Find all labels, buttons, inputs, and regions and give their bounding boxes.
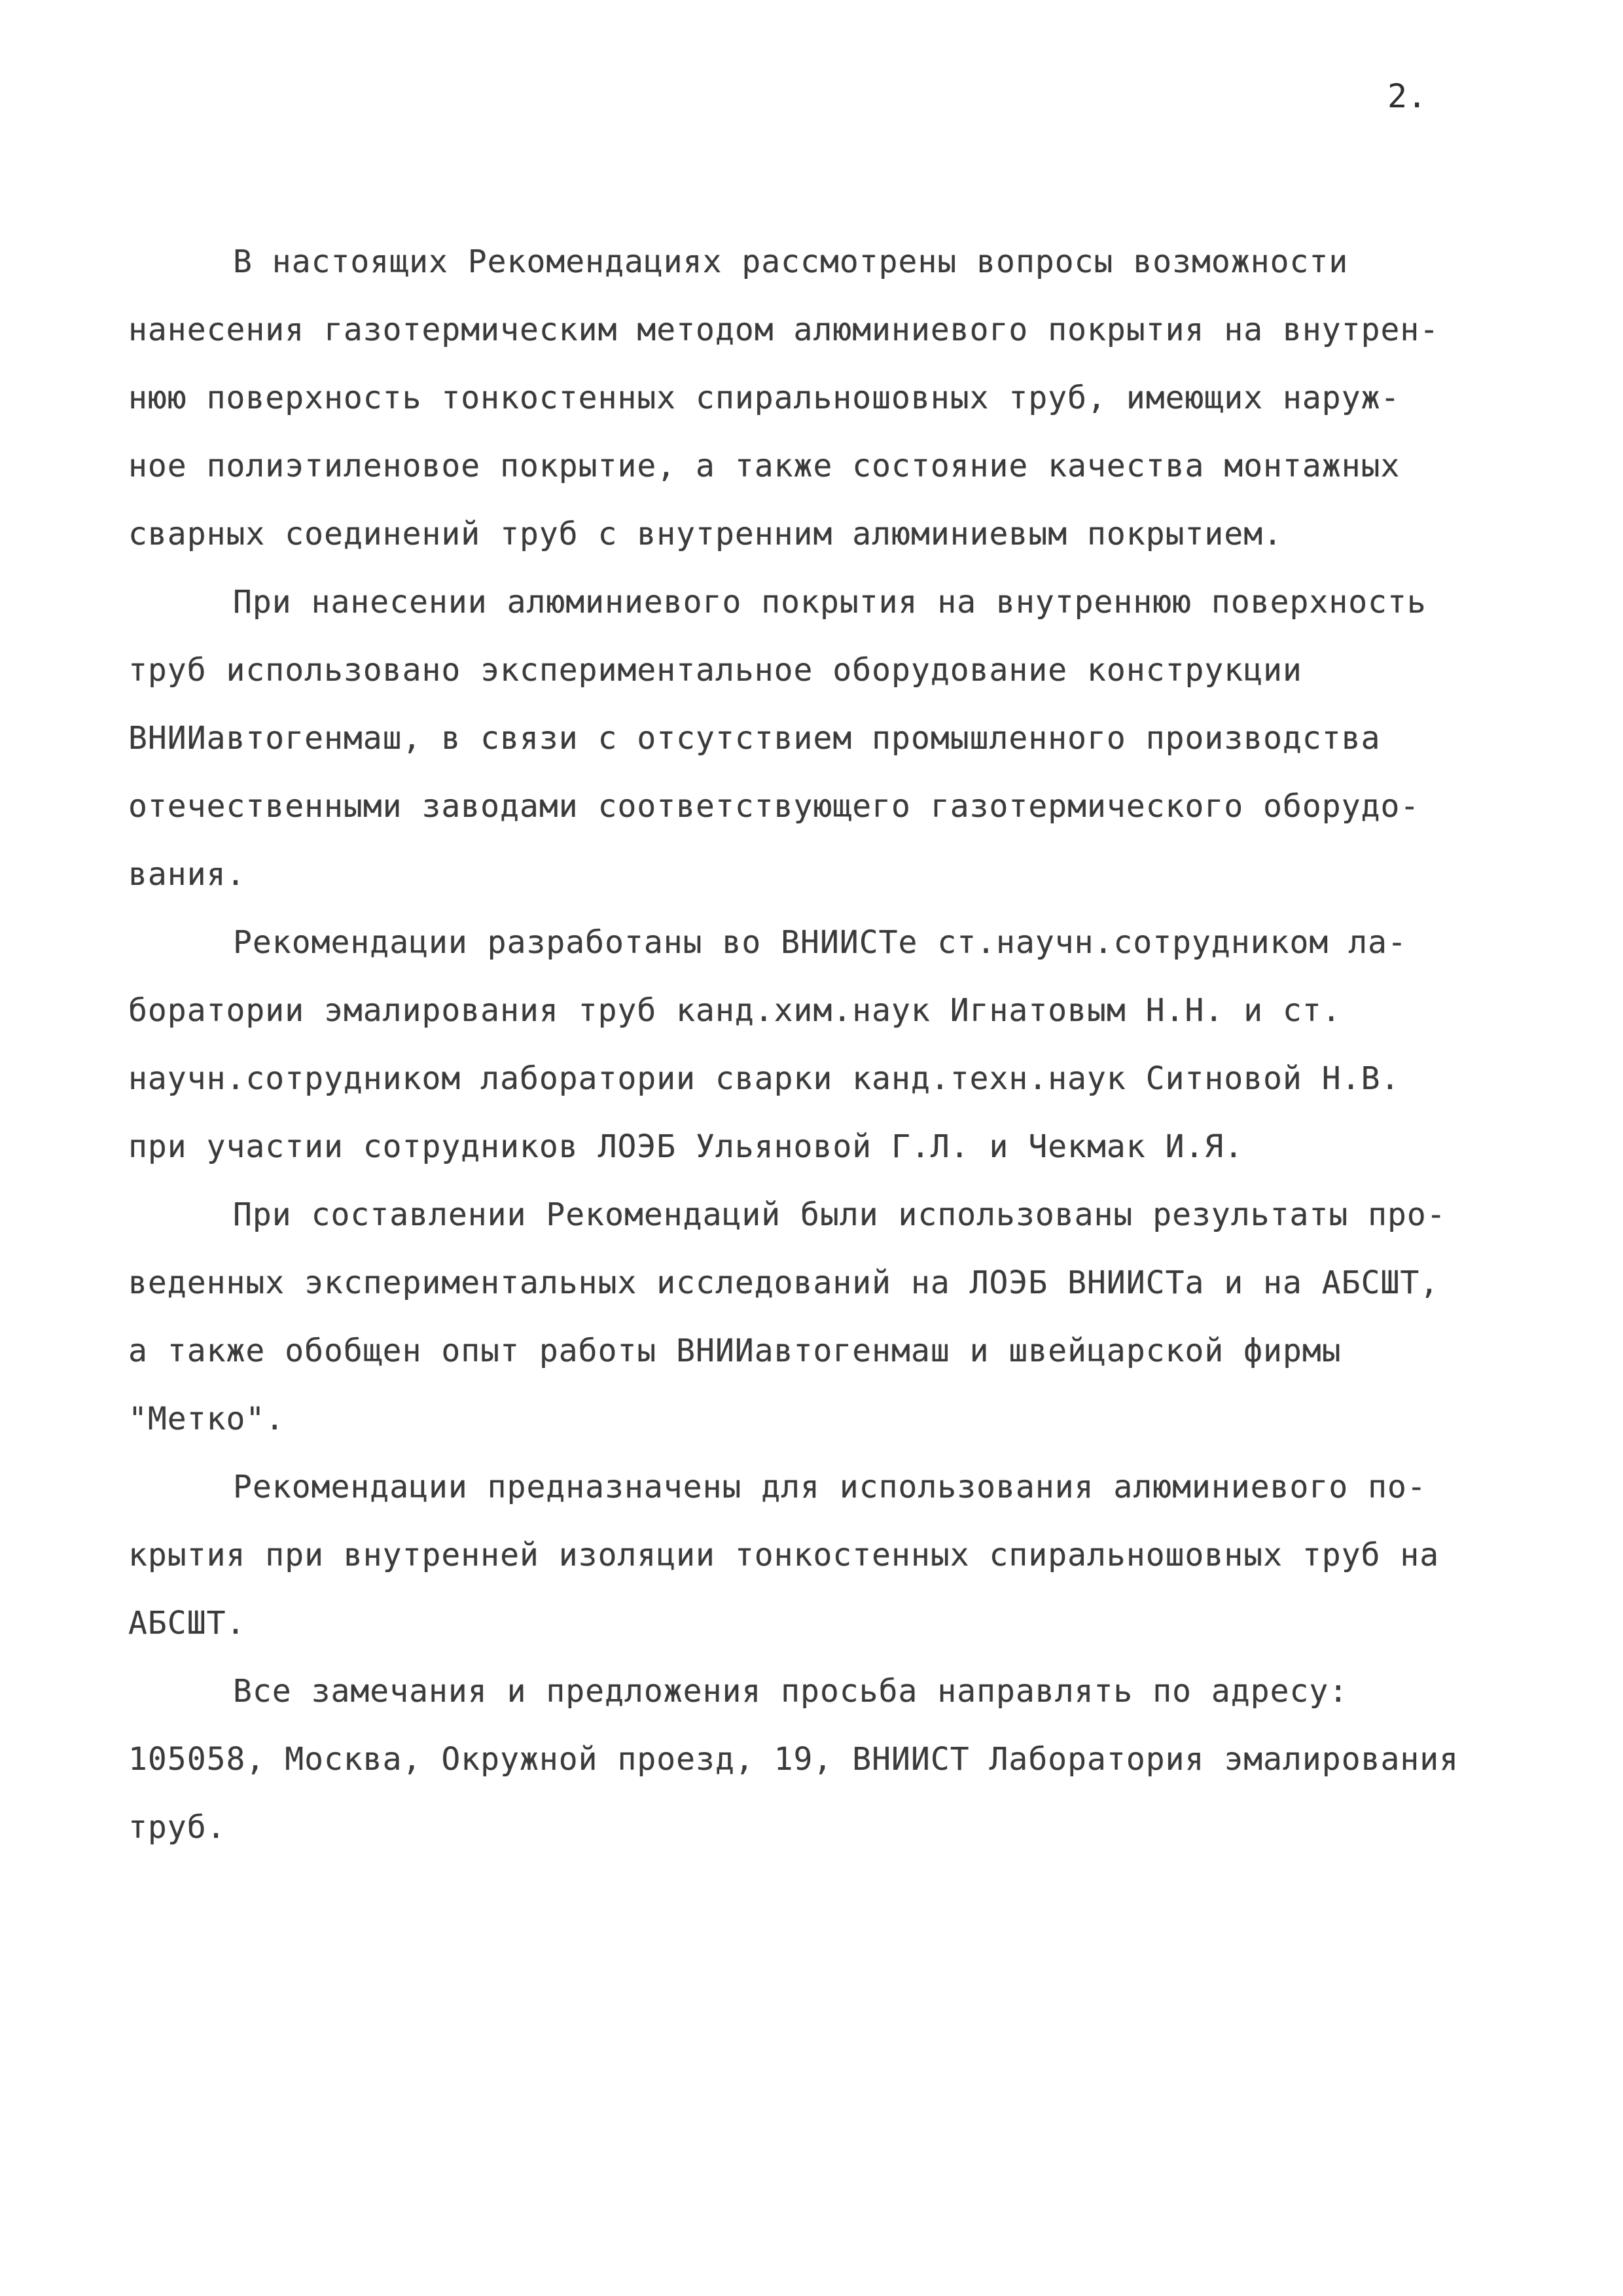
paragraph-line: ВНИИавтогенмаш, в связи с отсутствием промышленного производства (128, 720, 1381, 757)
paragraph-line: при участии сотрудников ЛОЭБ Ульяновой Г.Л. и Чекмак И.Я. (128, 1128, 1244, 1165)
paragraph-address (128, 1657, 1522, 1861)
paragraph-line: крытия при внутренней изоляции тонкостенных спиральношовных труб на (128, 1537, 1440, 1573)
paragraph-line: При составлении Рекомендаций были использованы результаты про- (233, 1196, 1446, 1233)
paragraph-line: веденных экспериментальных исследований на ЛОЭБ ВНИИСТа и на АБСШТ, (128, 1265, 1440, 1301)
paragraph-sources (128, 1181, 1522, 1453)
paragraph-line: В настоящих Рекомендациях рассмотрены вопросы возможности (233, 243, 1349, 280)
paragraph-line: Все замечания и предложения просьба направлять по адресу: (233, 1673, 1349, 1710)
paragraph-line: отечественными заводами соответствующего газотермического оборудо- (128, 788, 1420, 825)
paragraph-line: АБСШТ. (128, 1605, 246, 1641)
paragraph-scope (128, 228, 1522, 568)
paragraph-line: нюю поверхность тонкостенных спиральношовных труб, имеющих наруж- (128, 380, 1400, 416)
body-text (128, 228, 1522, 1861)
paragraph-line: При нанесении алюминиевого покрытия на внутреннюю поверхность (233, 584, 1427, 620)
paragraph-line: нанесения газотермическим методом алюминиевого покрытия на внутрен- (128, 312, 1440, 348)
paragraph-line: а также обобщен опыт работы ВНИИавтогенмаш и швейцарской фирмы (128, 1333, 1342, 1369)
paragraph-authors (128, 908, 1522, 1181)
paragraph-line: ное полиэтиленовое покрытие, а также состояние качества монтажных (128, 448, 1400, 484)
paragraph-equipment (128, 568, 1522, 908)
paragraph-line: вания. (128, 856, 246, 893)
paragraph-line: сварных соединений труб с внутренним алюминиевым покрытием. (128, 516, 1283, 552)
paragraph-line: научн.сотрудником лаборатории сварки канд.техн.наук Ситновой Н.В. (128, 1060, 1400, 1097)
paragraph-line: Рекомендации предназначены для использования алюминиевого по- (233, 1469, 1427, 1505)
page-number: 2. (1387, 77, 1427, 115)
paragraph-line: "Метко". (128, 1401, 285, 1437)
paragraph-line: труб. (128, 1809, 226, 1846)
paragraph-line: 105058, Москва, Окружной проезд, 19, ВНИИСТ Лаборатория эмалирования (128, 1741, 1459, 1778)
paragraph-purpose (128, 1453, 1522, 1657)
paragraph-line: боратории эмалирования труб канд.хим.наук Игнатовым Н.Н. и ст. (128, 992, 1342, 1029)
paragraph-line: Рекомендации разработаны во ВНИИСТе ст.научн.сотрудником ла- (233, 924, 1407, 961)
paragraph-line: труб использовано экспериментальное оборудование конструкции (128, 652, 1302, 689)
